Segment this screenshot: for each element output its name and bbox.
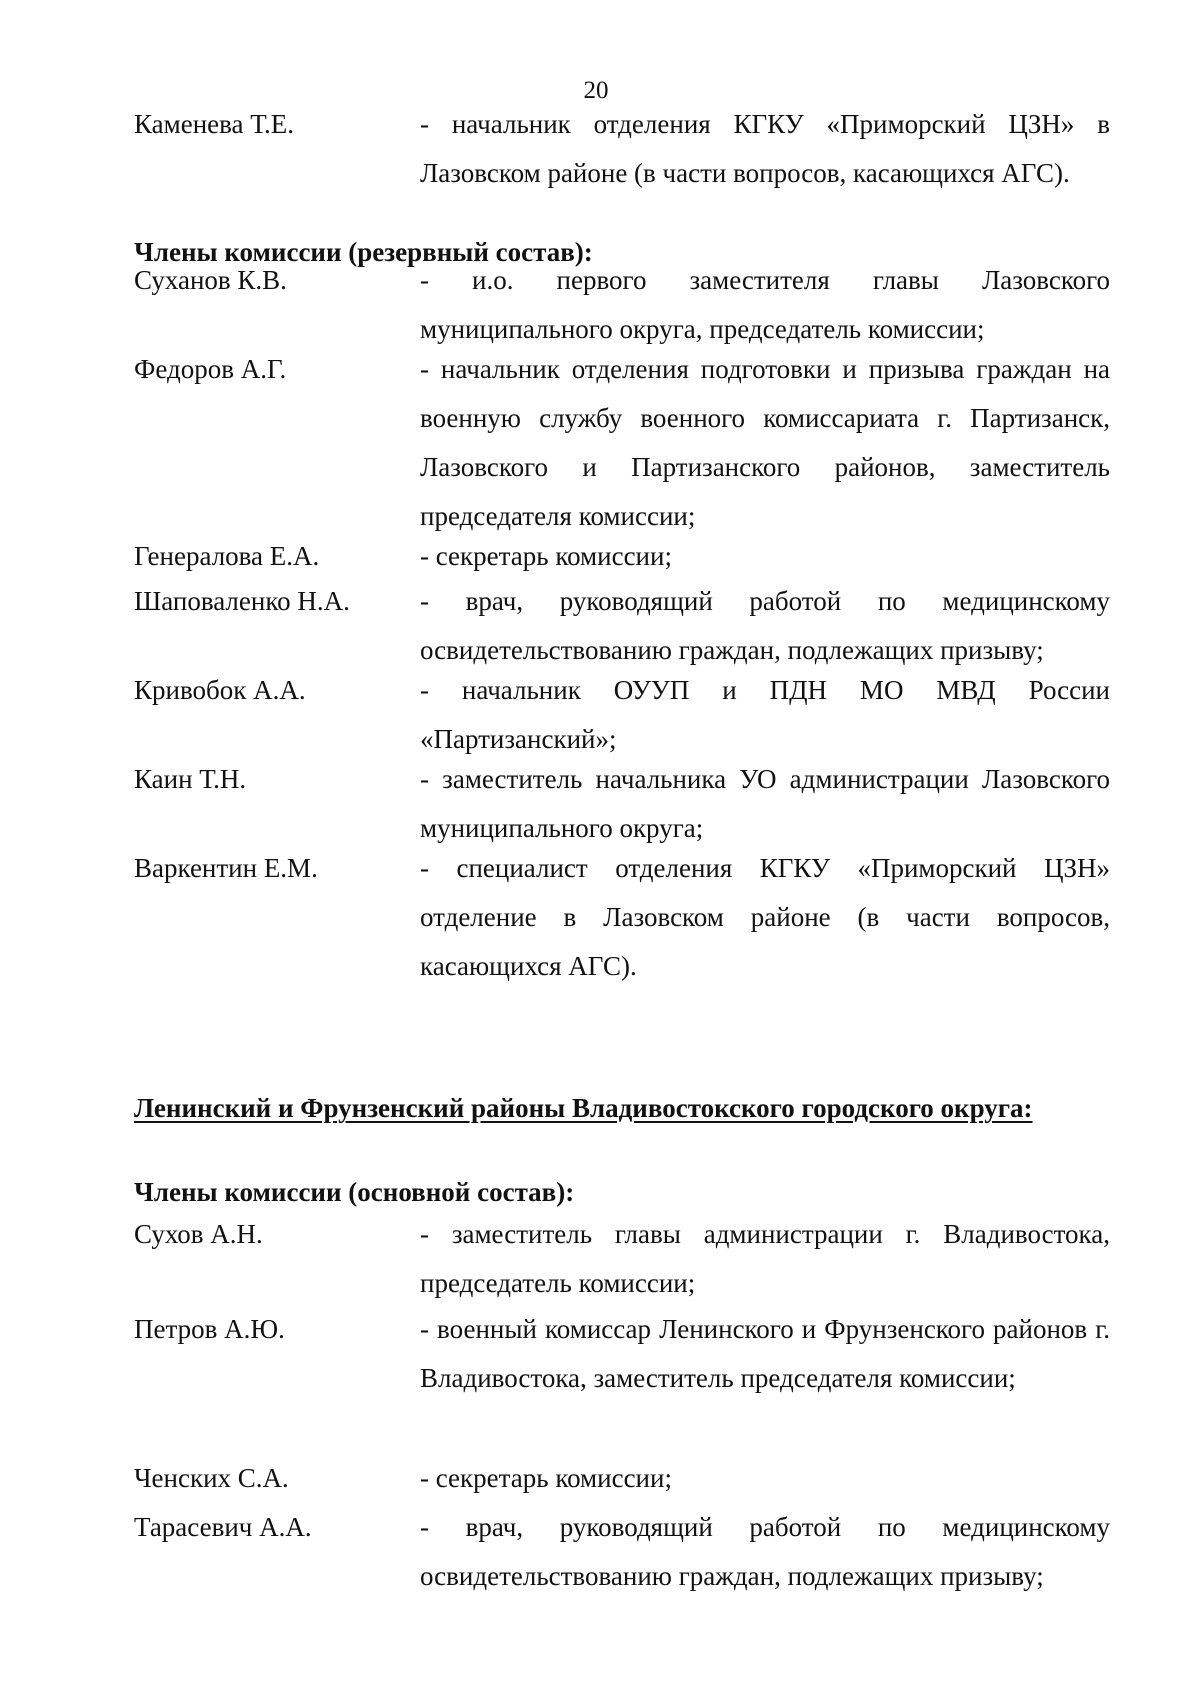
section-heading-reserve: Члены комиссии (резервный состав): [134,237,593,267]
member-role: - начальник ОУУП и ПДН МО МВД России «Партизанский»; [420,675,1110,754]
member-name: Шаповаленко Н.А. [134,586,350,616]
member-name: Каменева Т.Е. [134,109,295,139]
member-role: - врач, руководящий работой по медицинскому освидетельствованию граждан, подлежащих призыву; [420,1512,1110,1591]
member-role: - секретарь комиссии; [420,541,672,571]
member-role: - секретарь комиссии; [420,1463,672,1493]
member-role: - врач, руководящий работой по медицинскому освидетельствованию граждан, подлежащих призыву; [420,586,1110,665]
member-name: Кривобок А.А. [134,675,306,705]
member-name: Ченских С.А. [134,1463,289,1493]
member-role: - заместитель начальника УО администрации Лазовского муниципального округа; [420,764,1110,843]
member-name: Сухов А.Н. [134,1219,263,1249]
page-number-text: 20 [583,77,609,104]
member-name: Каин Т.Н. [134,764,247,794]
member-name: Петров А.Ю. [134,1314,285,1344]
member-role: - начальник отделения подготовки и призыва граждан на военную службу военного комиссариата г. Партизанск, Лазовского и Партизанского районов, заместитель председателя комиссии; [420,354,1110,531]
member-name: Генералова Е.А. [134,541,320,571]
member-name: Федоров А.Г. [134,354,287,384]
member-role: - и.о. первого заместителя главы Лазовского муниципального округа, председатель комиссии; [420,265,1110,344]
member-role: - специалист отделения КГКУ «Приморский ЦЗН» отделение в Лазовском районе (в части вопросов, касающихся АГС). [420,853,1110,981]
member-role: - заместитель главы администрации г. Владивостока, председатель комиссии; [420,1219,1110,1298]
member-name: Суханов К.В. [134,265,287,295]
member-role: - начальник отделения КГКУ «Приморский ЦЗН» в Лазовском районе (в части вопросов, касающихся АГС). [420,109,1110,188]
member-name: Тарасевич А.А. [134,1512,312,1542]
member-name: Варкентин Е.М. [134,853,318,883]
section-heading-main: Члены комиссии (основной состав): [134,1177,575,1207]
district-heading: Ленинский и Фрунзенский районы Владивостокского городского округа: [134,1093,1033,1123]
member-role: - военный комиссар Ленинского и Фрунзенского районов г. Владивостока, заместитель председателя комиссии; [420,1314,1110,1393]
